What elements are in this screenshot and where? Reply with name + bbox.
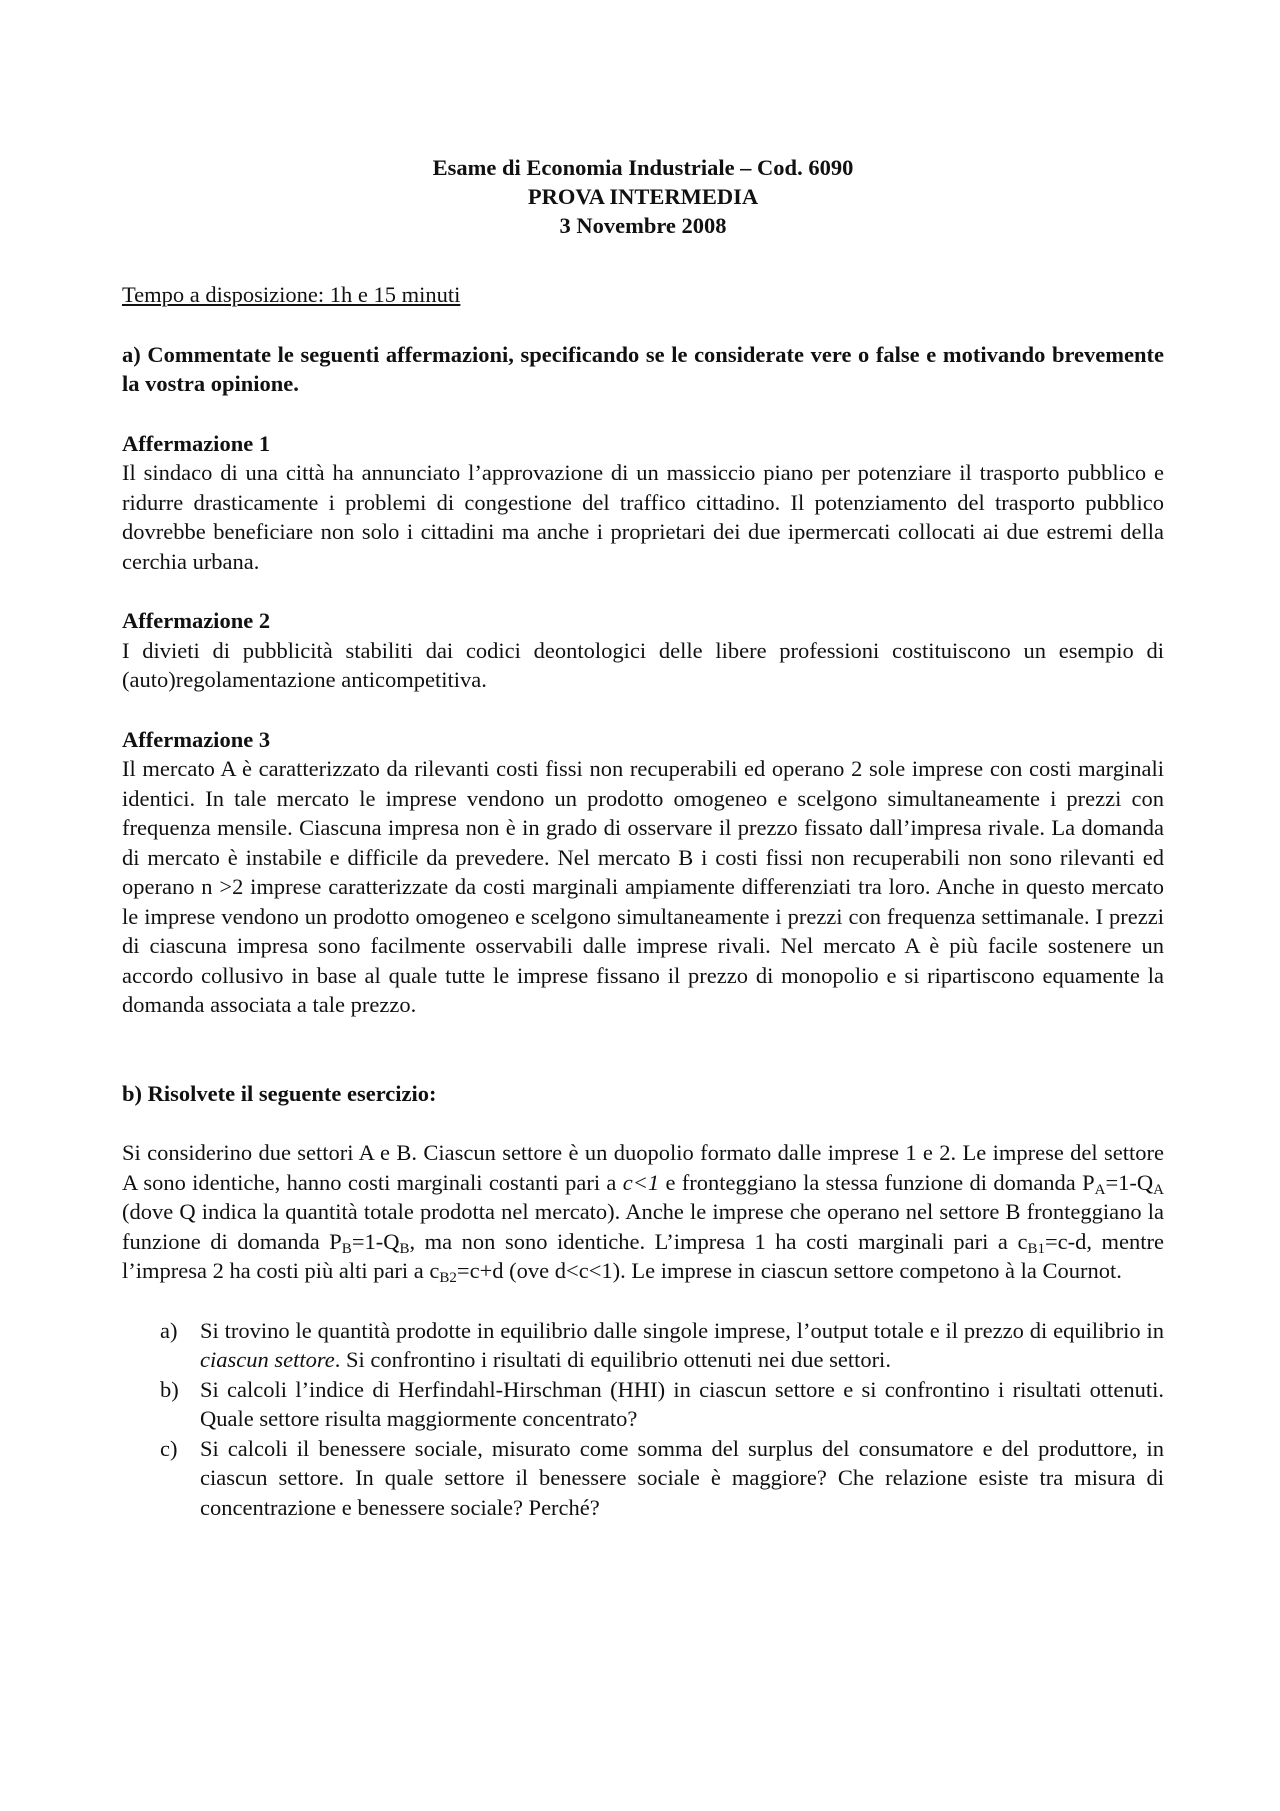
exam-header: [122, 153, 1164, 240]
subscript: A: [1094, 1181, 1106, 1198]
time-available: Tempo a disposizione: 1h e 15 minuti: [122, 282, 461, 307]
statement-title: Affermazione 2: [122, 608, 271, 633]
exercise-fragment: =1-Q: [351, 1228, 400, 1254]
exercise-fragment: (dove Q indica la quantità totale prodotta nel mercato). Anche le imprese che operano nel settore B fronteggiano la funzione di domanda P: [122, 1199, 1164, 1254]
statement-3: [122, 725, 1164, 1020]
exercise-fragment: e fronteggiano la stessa funzione di domanda P: [659, 1169, 1095, 1195]
subscript: B2: [439, 1270, 457, 1286]
exam-type: PROVA INTERMEDIA: [527, 184, 759, 209]
subscript: B: [399, 1240, 410, 1257]
statement-title: Affermazione 1: [122, 430, 271, 456]
subscript: A: [1153, 1181, 1164, 1198]
exercise-text: [122, 1138, 1164, 1286]
question-text: Si trovino le quantità prodotte in equilibrio dalle singole imprese, l’output totale e il prezzo di equilibrio in: [200, 1317, 1164, 1343]
statement-2: [122, 606, 1164, 695]
statement-text: Il mercato A è caratterizzato da rilevanti costi fissi non recuperabili ed operano 2 sole imprese con costi marginali identici. In tale mercato le imprese vendono un prodotto omogeneo e scelgono simultaneamente i prezzi con frequenza mensile. Ciascuna impresa non è in grado di osservare il prezzo fissato dall’impresa rivale. La domanda di mercato è instabile e difficile da prevedere. Nel mercato B i costi fissi non recuperabili non sono rilevanti ed operano n >2 imprese caratterizzate da costi marginali ampiamente differenziati tra loro. Anche in questo mercato le imprese vendono un prodotto omogeneo e scelgono simultaneamente i prezzi con frequenza settimanale. I prezzi di ciascuna impresa sono facilmente osservabili dalle imprese rivali. Nel mercato A è più facile sostenere un accordo collusivo in base al quale tutte le imprese fissano il prezzo di monopolio e si ripartiscono equamente la domanda associata a tale prezzo.: [122, 756, 1164, 1017]
question-text: Si calcoli il benessere sociale, misurato come somma del surplus del consumatore e del produttore, in ciascun settore. In quale settore il benessere sociale è maggiore? Che relazione esiste tra misura di concentrazione e benessere sociale? Perché?: [200, 1435, 1164, 1520]
question-item: [122, 1375, 1164, 1434]
section-a-instruction: a) Commentate le seguenti affermazioni, specificando se le considerate vere o false e motivando brevemente la vostra opinione.: [122, 341, 1164, 396]
question-emphasis: ciascun settore: [200, 1347, 335, 1372]
question-marker: b): [160, 1376, 179, 1402]
question-item: [122, 1316, 1164, 1375]
subscript: B: [341, 1240, 352, 1257]
question-marker: a): [160, 1317, 178, 1343]
exam-date: 3 Novembre 2008: [559, 213, 727, 238]
subscript: B1: [1027, 1240, 1045, 1257]
statement-text: Il sindaco di una città ha annunciato l’approvazione di un massiccio piano per potenziare il trasporto pubblico e ridurre drasticamente i problemi di congestione del traffico cittadino. Il potenziamento del trasporto pubblico dovrebbe beneficiare non solo i cittadini ma anche i proprietari dei due ipermercati collocati ai due estremi della cerchia urbana.: [122, 460, 1164, 574]
exercise-fragment: =c-d, mentre l’impresa 2 ha costi più alti pari a c: [122, 1228, 1164, 1283]
question-marker: c): [160, 1435, 178, 1461]
exam-document: [122, 153, 1164, 1522]
exam-title: Esame di Economia Industriale – Cod. 6090: [432, 155, 854, 180]
exercise-fragment: =c+d (ove d<c<1). Le imprese in ciascun settore competono à la Cournot.: [456, 1258, 1122, 1283]
statement-1: [122, 429, 1164, 577]
section-b-heading: b) Risolvete il seguente esercizio:: [122, 1080, 437, 1106]
question-text: . Si confrontino i risultati di equilibrio ottenuti nei due settori.: [334, 1347, 891, 1372]
question-item: [122, 1434, 1164, 1523]
question-list: [122, 1316, 1164, 1523]
statement-text: I divieti di pubblicità stabiliti dai codici deontologici delle libere professioni costituiscono un esempio di (auto)regolamentazione anticompetitiva.: [122, 637, 1164, 692]
exercise-fragment: , ma non sono identiche. L’impresa 1 ha costi marginali pari a c: [409, 1228, 1028, 1254]
exercise-formula: c<1: [622, 1169, 660, 1195]
statement-title: Affermazione 3: [122, 726, 271, 752]
question-text: Si calcoli l’indice di Herfindahl-Hirschman (HHI) in ciascun settore e si confrontino i risultati ottenuti. Quale settore risulta maggiormente concentrato?: [200, 1376, 1164, 1431]
exercise-fragment: =1-Q: [1105, 1169, 1154, 1195]
exercise-fragment: Si considerino due settori A e B. Ciascun settore è un duopolio formato dalle imprese 1 e 2. Le imprese del settore A sono identiche, hanno costi marginali costanti pari a: [122, 1140, 1164, 1195]
